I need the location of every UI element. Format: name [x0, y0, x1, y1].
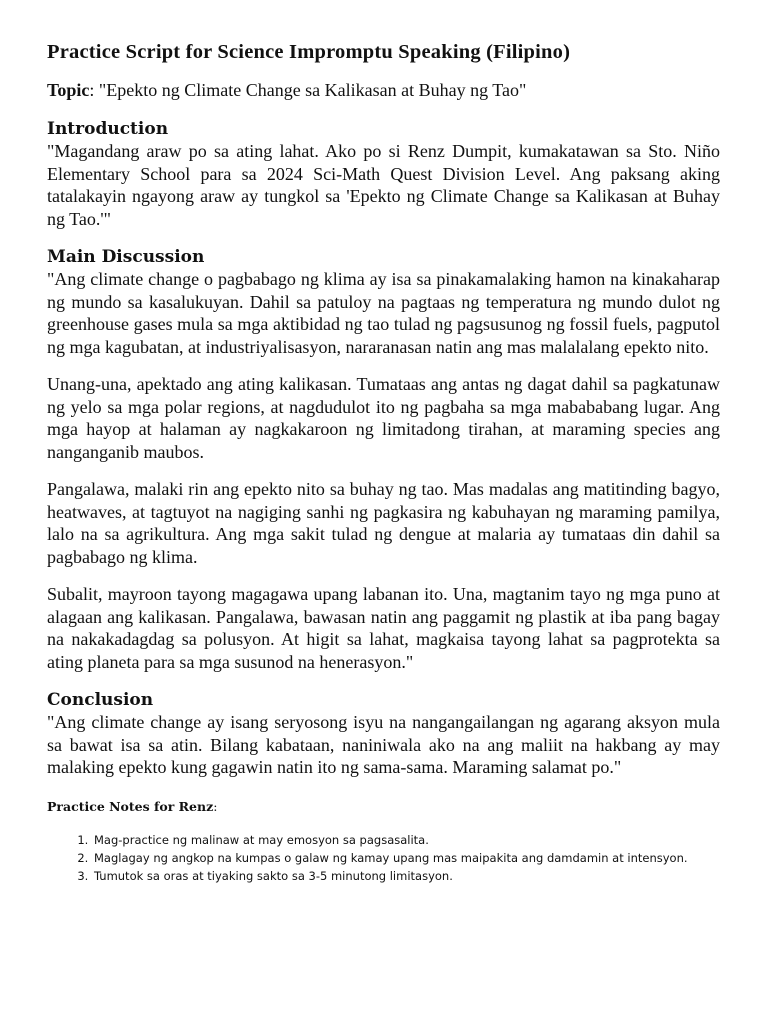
list-item: 2. Maglagay ng angkop na kumpas o galaw ng kamay upang mas maipakita ang damdamin at intensyon.: [92, 849, 720, 867]
practice-notes-colon: :: [213, 798, 218, 814]
introduction-text: "Magandang araw po sa ating lahat. Ako po si Renz Dumpit, kumakatawan sa Sto. Niño Elementary School para sa 2024 Sci-Math Quest Division Level. Ang paksang aking tatalakayin ngayong araw ay tungkol sa 'Epekto ng Climate Change sa Kalikasan at Buhay ng Tao.'": [47, 141, 720, 229]
main-discussion-heading: Main Discussion: [47, 247, 205, 267]
conclusion-text: "Ang climate change ay isang seryosong isyu na nangangailangan ng agarang aksyon mula sa bawat isa sa atin. Bilang kabataan, naniniwala ako na ang maliit na hakbang ay may malaking epekto kung gagawin natin ito ng sama-sama. Maraming salamat po.": [47, 712, 720, 777]
topic-label: Topic: [47, 80, 90, 100]
main-discussion-paragraph-3: Pangalawa, malaki rin ang epekto nito sa buhay ng tao. Mas madalas ang matitinding bagyo, heatwaves, at tagtuyot na nagiging sanhi ng pagkasira ng kabuhayan ng maraming pamilya, lalo na sa agrikultura. Ang mga sakit tulad ng dengue at malaria ay tumataas din dahil sa pagbabago ng klima.: [47, 479, 720, 567]
topic-separator: :: [89, 80, 99, 100]
introduction-heading: Introduction: [47, 119, 169, 139]
main-discussion-paragraph-1: "Ang climate change o pagbabago ng klima ay isa sa pinakamalaking hamon na kinakaharap ng mundo sa kasalukuyan. Dahil sa patuloy na pagtaas ng temperatura ng mundo dulot ng greenhouse gases mula sa mga aktibidad ng tao tulad ng pagsusunog ng fossil fuels, pagputol ng mga kagubatan, at industriyalisasyon, nararanasan natin ang mas malalalang epekto nito.: [47, 269, 720, 357]
topic-value: "Epekto ng Climate Change sa Kalikasan at Buhay ng Tao": [98, 80, 527, 100]
practice-notes-heading-text: Practice Notes for Renz: [47, 798, 214, 814]
practice-notes-heading: [47, 799, 720, 815]
main-discussion-paragraph-2: Unang-una, apektado ang ating kalikasan. Tumataas ang antas ng dagat dahil sa pagkatunaw ng yelo sa mga polar regions, at nagdudulot ito ng pagbaha sa mga mabababang lugar. Ang mga hayop at halaman ay nagkakaroon ng limitadong tirahan, at maraming species ang nanganganib maubos.: [47, 374, 720, 462]
practice-notes-list: [47, 831, 720, 885]
document-page: [47, 40, 720, 885]
conclusion-heading: Conclusion: [47, 690, 154, 710]
topic-line: [47, 78, 720, 102]
list-item: 1. Mag-practice ng malinaw at may emosyon sa pagsasalita.: [92, 831, 720, 849]
list-item: 3. Tumutok sa oras at tiyaking sakto sa 3-5 minutong limitasyon.: [92, 867, 720, 885]
document-title: Practice Script for Science Impromptu Speaking (Filipino): [47, 41, 571, 63]
main-discussion-paragraph-4: Subalit, mayroon tayong magagawa upang labanan ito. Una, magtanim tayo ng mga puno at alagaan ang kalikasan. Pangalawa, bawasan natin ang paggamit ng plastik at iba pang bagay na nakakadagdag sa polusyon. At higit sa lahat, magkaisa tayong lahat sa pagprotekta sa ating planeta para sa mga susunod na henerasyon.": [47, 584, 720, 672]
